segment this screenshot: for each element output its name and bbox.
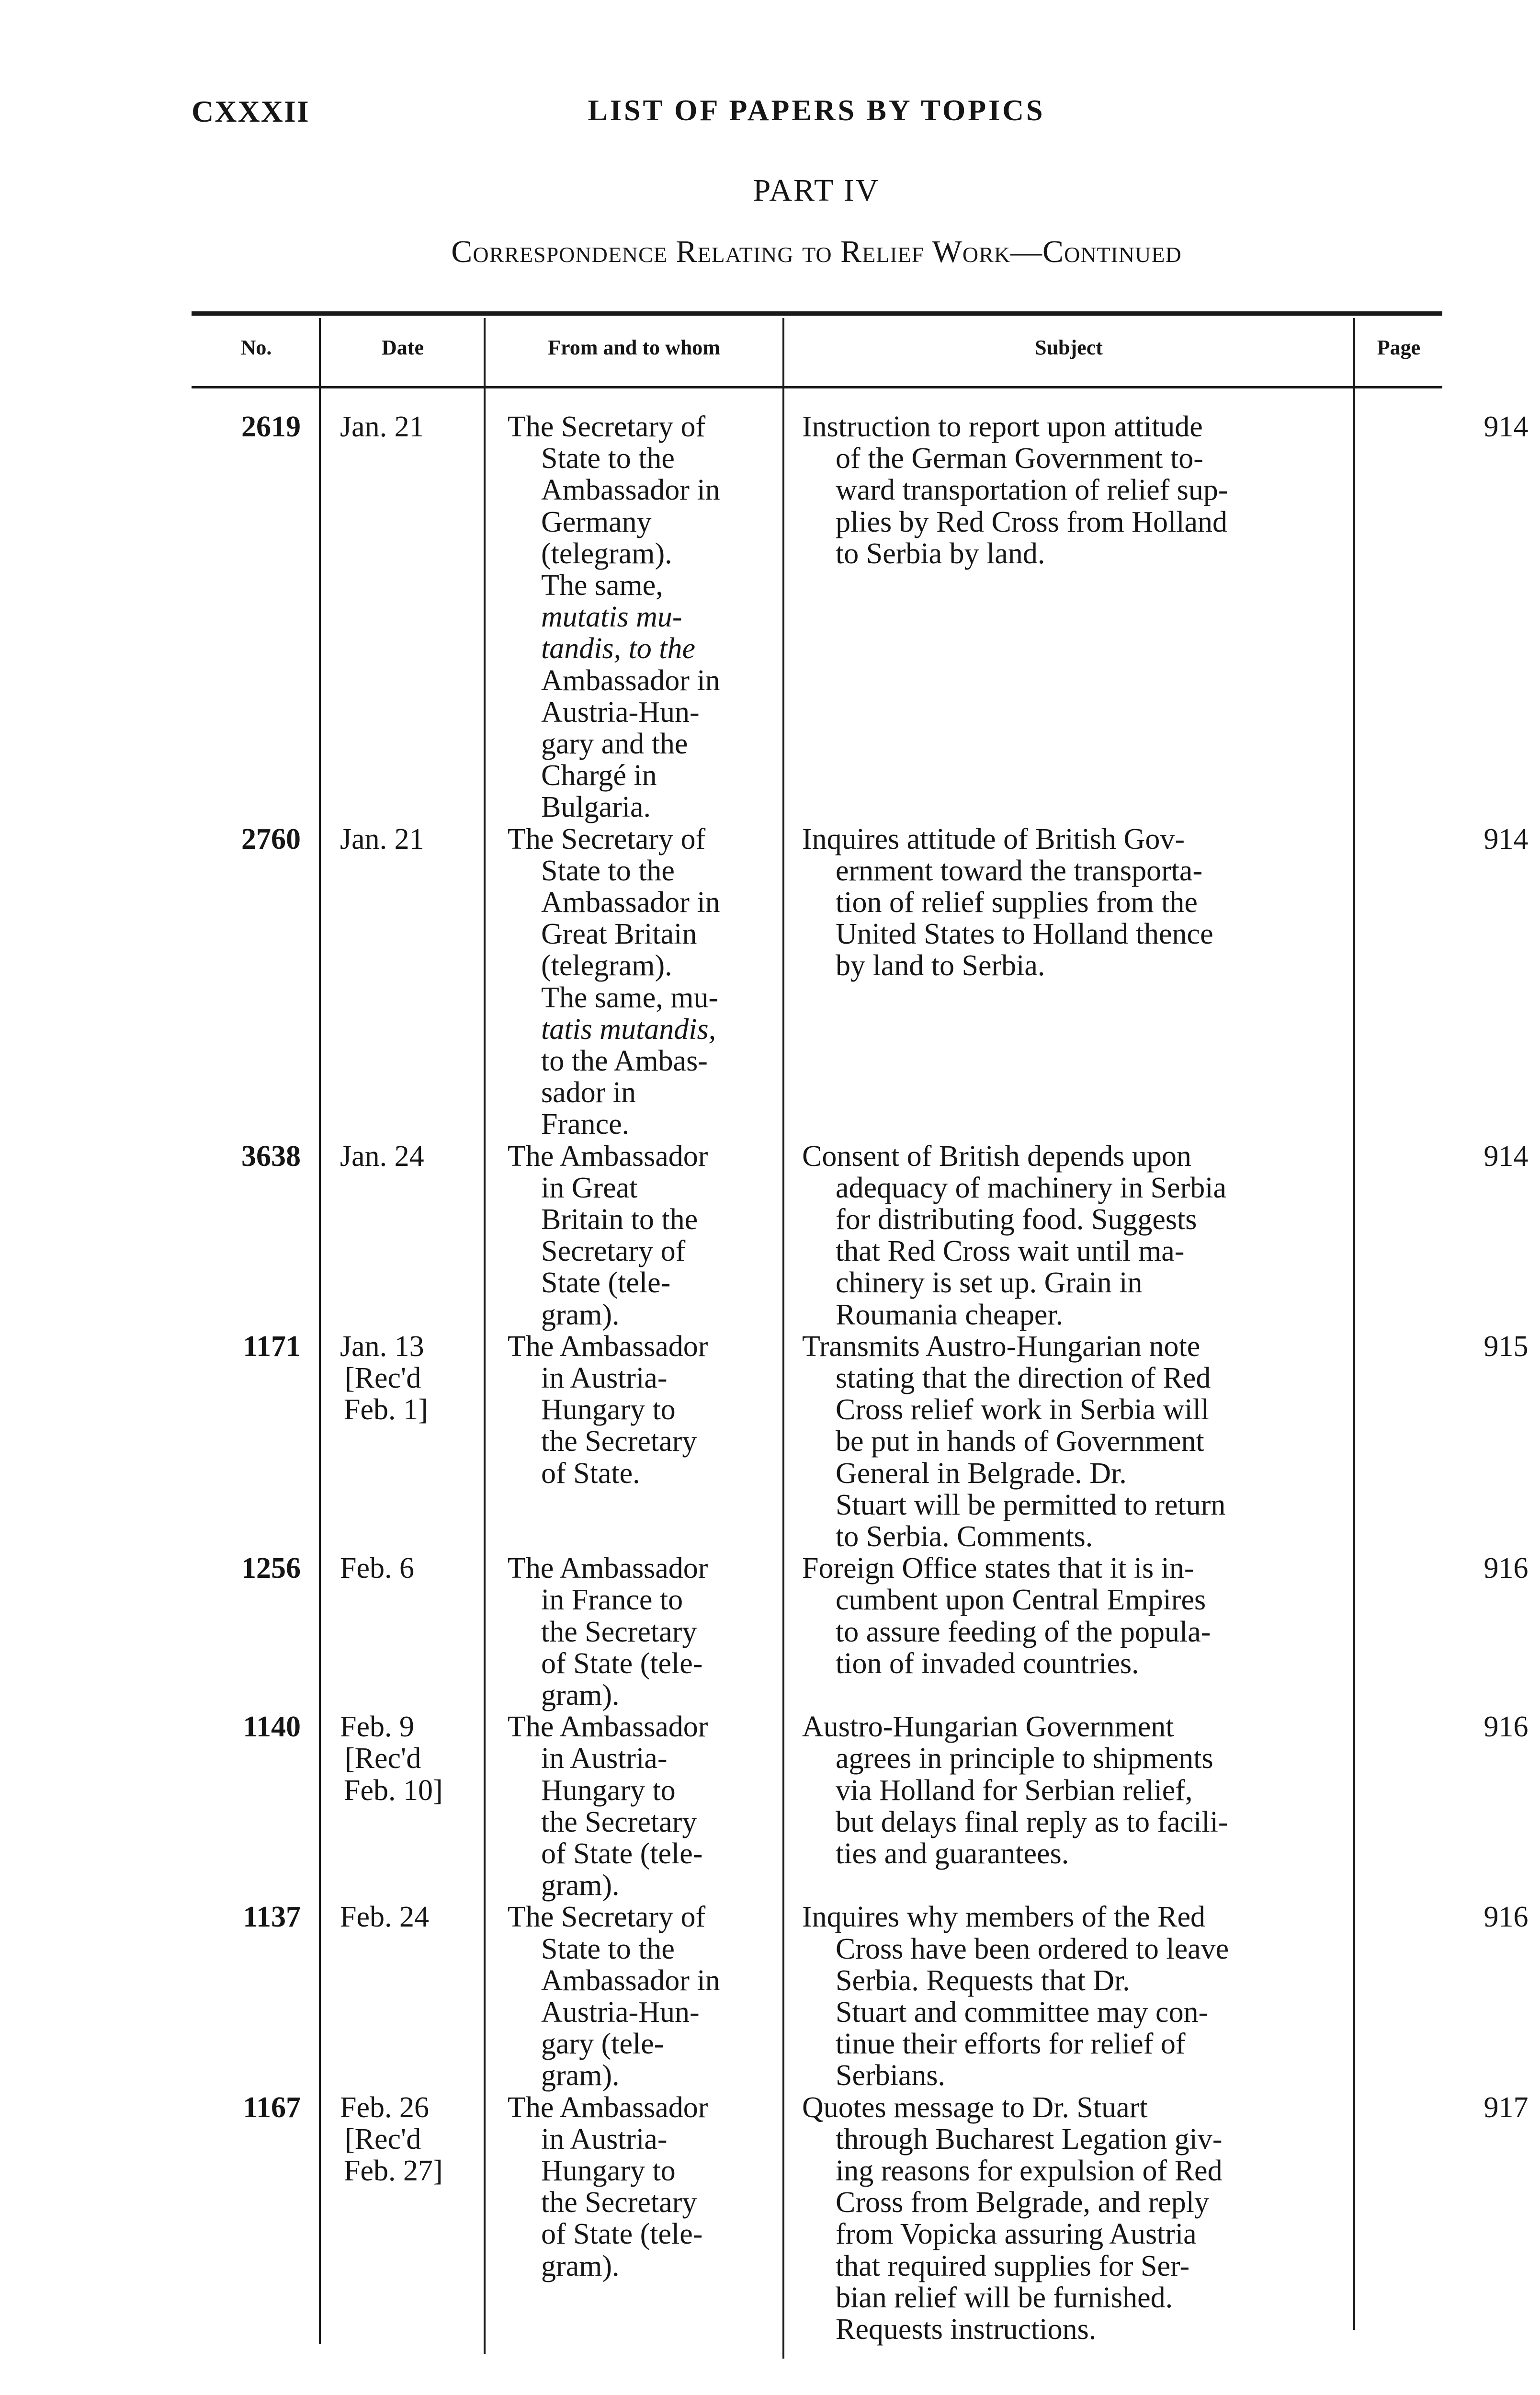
subject-line: General in Belgrade. Dr.	[836, 1457, 1127, 1490]
subject-line: Instruction to report upon attitude	[802, 411, 1203, 443]
from-to-line: in Great	[541, 1171, 638, 1204]
from-to-line: gram).	[541, 1869, 620, 1902]
from-to-line: the Secretary	[541, 1805, 697, 1838]
page-reference: 916	[1483, 1552, 1529, 1585]
from-to-line: Ambassador in	[541, 886, 720, 919]
column-header-no: No.	[240, 336, 272, 359]
subject-line: from Vopicka assuring Austria	[836, 2218, 1197, 2251]
from-to-line: The Secretary of	[508, 822, 706, 855]
subject-line: tion of invaded countries.	[836, 1647, 1139, 1680]
from-to-line: Great Britain	[541, 918, 697, 951]
from-to-line: in France to	[541, 1584, 683, 1617]
subject-line: to Serbia. Comments.	[836, 1520, 1093, 1553]
from-to-line: Hungary to	[541, 2154, 676, 2187]
subject-line: for distributing food. Suggests	[836, 1203, 1197, 1236]
from-to-line: gram).	[541, 2249, 620, 2282]
folio-page-number: CXXXII	[192, 94, 310, 128]
from-to-line: (telegram).	[541, 949, 672, 982]
from-to-line: The Ambassador	[508, 1330, 708, 1363]
subject-line: tinue their efforts for relief of	[836, 2028, 1186, 2061]
subject-line: Roumania cheaper.	[836, 1298, 1064, 1331]
paper-number: 3638	[241, 1140, 301, 1173]
from-to-line: to the Ambas-	[541, 1045, 708, 1078]
subject-line: through Bucharest Legation giv-	[836, 2122, 1223, 2156]
subject-line: Consent of British depends upon	[802, 1140, 1191, 1173]
date-line: Feb. 24	[340, 1901, 429, 1934]
from-to-line: State to the	[541, 854, 675, 887]
from-to-line: gary and the	[541, 728, 688, 761]
from-to-line: mutatis mu-	[541, 601, 682, 634]
from-to-line: in Austria-	[541, 1361, 668, 1394]
from-to-line: State to the	[541, 442, 675, 475]
subject-line: Requests instructions.	[836, 2313, 1097, 2346]
from-to-line: the Secretary	[541, 1615, 697, 1648]
subject-line: that required supplies for Ser-	[836, 2249, 1190, 2282]
paper-number: 2619	[241, 411, 301, 443]
from-to-line: The Ambassador	[508, 1711, 708, 1744]
from-to-line: gary (tele-	[541, 2028, 664, 2061]
from-to-line: The Ambassador	[508, 1552, 708, 1585]
subject-line: that Red Cross wait until ma-	[836, 1235, 1185, 1268]
from-to-line: Ambassador in	[541, 1964, 720, 1997]
page-reference: 917	[1483, 2091, 1529, 2124]
from-to-line: State (tele-	[541, 1266, 671, 1300]
from-to-line: Secretary of	[541, 1235, 686, 1268]
subject-line: Cross relief work in Serbia will	[836, 1393, 1210, 1426]
subject-line: Cross from Belgrade, and reply	[836, 2186, 1209, 2219]
date-line: Feb. 10]	[344, 1774, 443, 1807]
paper-number: 1137	[243, 1901, 301, 1934]
from-to-line: of State (tele-	[541, 2218, 703, 2251]
from-to-line: Bulgaria.	[541, 791, 651, 824]
from-to-line: Hungary to	[541, 1774, 676, 1807]
from-to-line: the Secretary	[541, 1425, 697, 1458]
paper-number: 1140	[243, 1711, 301, 1744]
from-to-line: The Secretary of	[508, 1901, 706, 1934]
subject-line: Foreign Office states that it is in-	[802, 1552, 1194, 1585]
subject-line: via Holland for Serbian relief,	[836, 1774, 1193, 1807]
date-line: Jan. 21	[340, 411, 424, 443]
from-to-line: Hungary to	[541, 1393, 676, 1426]
page-reference: 914	[1483, 1140, 1529, 1173]
subject-line: ing reasons for expulsion of Red	[836, 2154, 1223, 2187]
subject-line: Transmits Austro-Hungarian note	[802, 1330, 1200, 1363]
page-reference: 916	[1483, 1901, 1529, 1934]
table-row	[192, 1552, 1529, 1711]
subject-line: Serbia. Requests that Dr.	[836, 1964, 1130, 1997]
subject-line: United States to Holland thence	[836, 918, 1213, 951]
subject-line: tion of relief supplies from the	[836, 886, 1198, 919]
date-line: Jan. 21	[340, 822, 424, 855]
paper-number: 1256	[241, 1552, 301, 1585]
subject-line: Inquires attitude of British Gov-	[802, 822, 1185, 855]
from-to-line: Chargé in	[541, 759, 657, 792]
subject-cell	[802, 1331, 1530, 1552]
subject-line: Inquires why members of the Red	[802, 1901, 1205, 1934]
from-to-line: of State (tele-	[541, 1647, 703, 1680]
subject-line: ward transportation of relief sup-	[836, 474, 1228, 507]
table-row	[192, 1711, 1529, 1902]
column-header-subject: Subject	[1035, 336, 1103, 359]
from-to-line: Germany	[541, 505, 652, 538]
paper-number: 2760	[241, 822, 301, 855]
subject-line: stating that the direction of Red	[836, 1361, 1211, 1394]
table-row	[192, 1901, 1529, 2092]
from-to-line: Britain to the	[541, 1203, 698, 1236]
from-to-line: The Secretary of	[508, 411, 706, 443]
paper-number: 1171	[243, 1330, 301, 1363]
from-to-line: tatis mutandis,	[541, 1013, 716, 1046]
section-title: Correspondence Relating to Relief Work—Continued	[451, 234, 1182, 269]
page-reference: 915	[1483, 1330, 1529, 1363]
from-to-line: (telegram).	[541, 537, 672, 570]
running-head	[192, 94, 1441, 142]
subject-line: bian relief will be furnished.	[836, 2281, 1173, 2314]
from-to-line: tandis, to the	[541, 632, 696, 665]
part-title: PART IV	[753, 173, 880, 208]
table-row	[192, 822, 1529, 1141]
running-title: LIST OF PAPERS BY TOPICS	[588, 94, 1045, 127]
from-to-line: Austria-Hun-	[541, 1996, 700, 2029]
subject-line: Austro-Hungarian Government	[802, 1711, 1174, 1744]
from-to-line: The same, mu-	[541, 981, 719, 1014]
table-top-rule	[192, 311, 1442, 316]
subject-line: to assure feeding of the popula-	[836, 1615, 1211, 1648]
subject-line: Cross have been ordered to leave	[836, 1932, 1229, 1965]
from-to-line: gram).	[541, 1678, 620, 1711]
from-to-line: gram).	[541, 1298, 620, 1331]
column-header-page: Page	[1377, 336, 1421, 359]
subject-line: Stuart will be permitted to return	[836, 1488, 1226, 1521]
subject-line: ties and guarantees.	[836, 1837, 1069, 1870]
from-to-line: of State.	[541, 1457, 640, 1490]
date-line: Feb. 1]	[344, 1393, 428, 1426]
from-to-line: Ambassador in	[541, 664, 720, 697]
table-row	[192, 1330, 1529, 1553]
date-line: [Rec'd	[345, 2122, 421, 2156]
date-line: Jan. 13	[340, 1330, 424, 1363]
date-line: Feb. 9	[340, 1711, 414, 1744]
from-to-line: The Ambassador	[508, 1140, 708, 1173]
from-to-line: the Secretary	[541, 2186, 697, 2219]
subject-line: Stuart and committee may con-	[836, 1996, 1209, 2029]
subject-line: adequacy of machinery in Serbia	[836, 1171, 1226, 1204]
subject-cell	[802, 2092, 1530, 2346]
column-header-date: Date	[382, 336, 424, 359]
date-line: Feb. 27]	[344, 2154, 443, 2187]
from-to-line: Ambassador in	[541, 474, 720, 507]
from-to-line: Austria-Hun-	[541, 696, 700, 729]
subject-line: ernment toward the transporta-	[836, 854, 1203, 887]
table-row	[192, 1140, 1529, 1331]
from-to-line: in Austria-	[541, 1742, 668, 1775]
table-row	[192, 411, 1529, 824]
from-to-line: of State (tele-	[541, 1837, 703, 1870]
table-header-rule	[192, 386, 1442, 388]
date-line: Feb. 6	[340, 1552, 414, 1585]
table-row	[192, 2091, 1529, 2346]
page-reference: 914	[1483, 411, 1529, 443]
table-header	[192, 318, 1442, 390]
subject-line: be put in hands of Government	[836, 1425, 1204, 1458]
column-header-from-to: From and to whom	[548, 336, 720, 359]
from-to-line: State to the	[541, 1932, 675, 1965]
date-line: Jan. 24	[340, 1140, 424, 1173]
from-to-line: France.	[541, 1108, 630, 1141]
subject-line: chinery is set up. Grain in	[836, 1266, 1143, 1300]
paper-number: 1167	[243, 2091, 301, 2124]
subject-line: but delays final reply as to facili-	[836, 1805, 1228, 1838]
subject-line: to Serbia by land.	[836, 537, 1045, 570]
subject-line: Quotes message to Dr. Stuart	[802, 2091, 1148, 2124]
subject-line: Serbians.	[836, 2059, 946, 2092]
subject-line: agrees in principle to shipments	[836, 1742, 1213, 1775]
subject-line: cumbent upon Central Empires	[836, 1584, 1206, 1617]
subject-line: plies by Red Cross from Holland	[836, 505, 1227, 538]
date-line: [Rec'd	[345, 1742, 421, 1775]
date-line: [Rec'd	[345, 1361, 421, 1394]
subject-line: by land to Serbia.	[836, 949, 1045, 982]
from-to-line: in Austria-	[541, 2122, 668, 2156]
table-body	[192, 411, 1529, 2346]
from-to-line: The same,	[541, 569, 663, 602]
page-reference: 914	[1483, 822, 1529, 855]
date-line: Feb. 26	[340, 2091, 429, 2124]
page-reference: 916	[1483, 1711, 1529, 1744]
from-to-line: gram).	[541, 2059, 620, 2092]
from-to-line: sador in	[541, 1076, 636, 1109]
subject-line: of the German Government to-	[836, 442, 1203, 475]
from-to-line: The Ambassador	[508, 2091, 708, 2124]
